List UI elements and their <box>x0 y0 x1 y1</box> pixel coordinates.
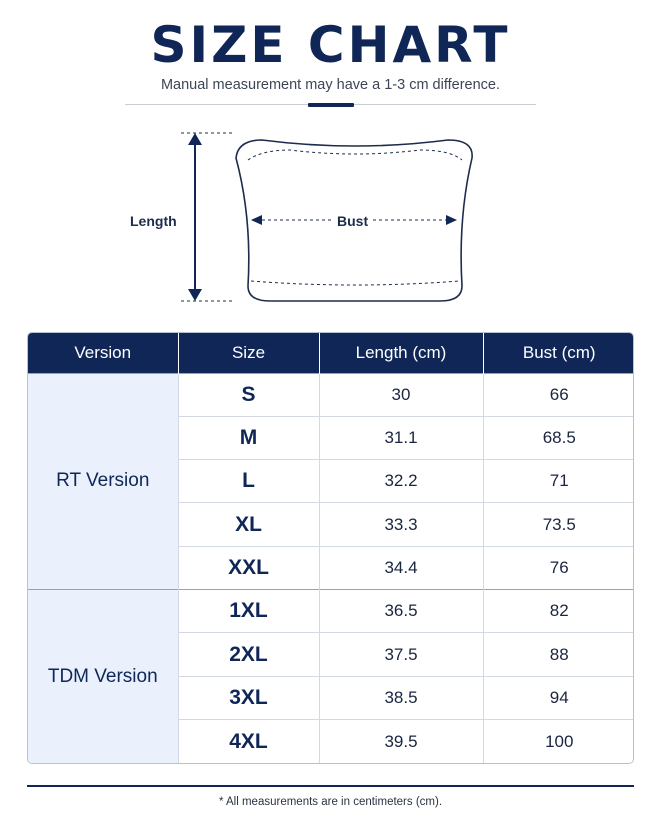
bust-cell: 76 <box>483 546 634 589</box>
size-cell: 4XL <box>178 720 319 763</box>
column-header-size: Size <box>178 333 319 373</box>
length-arrow-head-top <box>188 133 202 145</box>
column-header-length: Length (cm) <box>319 333 483 373</box>
bust-cell: 71 <box>483 460 634 503</box>
footer-divider <box>27 785 634 787</box>
bust-cell: 82 <box>483 590 634 633</box>
footnote: * All measurements are in centimeters (cm). <box>218 796 443 808</box>
size-cell: S <box>178 373 319 416</box>
garment-diagram <box>0 118 661 318</box>
bust-cell: 88 <box>483 633 634 676</box>
length-cell: 32.2 <box>319 460 483 503</box>
length-arrow-head-bottom <box>188 289 202 301</box>
table-header-row <box>28 333 634 373</box>
table-row <box>28 590 634 633</box>
size-cell: 3XL <box>178 676 319 719</box>
bust-cell: 68.5 <box>483 416 634 459</box>
length-cell: 33.3 <box>319 503 483 546</box>
size-table <box>28 333 634 763</box>
table-row <box>28 373 634 416</box>
page-title: SIZE CHART <box>150 16 511 74</box>
version-cell-rt: RT Version <box>28 373 178 590</box>
version-cell-tdm: TDM Version <box>28 590 178 763</box>
size-cell: M <box>178 416 319 459</box>
page-subtitle: Manual measurement may have a 1-3 cm difference. <box>160 77 501 93</box>
size-table-container <box>27 332 634 764</box>
subtitle-accent-bar <box>308 103 354 107</box>
bust-cell: 100 <box>483 720 634 763</box>
length-cell: 36.5 <box>319 590 483 633</box>
size-cell: XXL <box>178 546 319 589</box>
length-cell: 39.5 <box>319 720 483 763</box>
length-cell: 31.1 <box>319 416 483 459</box>
bust-cell: 94 <box>483 676 634 719</box>
length-cell: 38.5 <box>319 676 483 719</box>
size-cell: 1XL <box>178 590 319 633</box>
column-header-bust: Bust (cm) <box>483 333 634 373</box>
bust-label: Bust <box>337 213 369 229</box>
size-cell: XL <box>178 503 319 546</box>
tube-top-illustration <box>0 118 661 318</box>
length-cell: 37.5 <box>319 633 483 676</box>
size-cell: L <box>178 460 319 503</box>
bust-cell: 73.5 <box>483 503 634 546</box>
column-header-version: Version <box>28 333 178 373</box>
length-cell: 34.4 <box>319 546 483 589</box>
length-cell: 30 <box>319 373 483 416</box>
length-label: Length <box>130 213 177 229</box>
size-cell: 2XL <box>178 633 319 676</box>
bust-cell: 66 <box>483 373 634 416</box>
